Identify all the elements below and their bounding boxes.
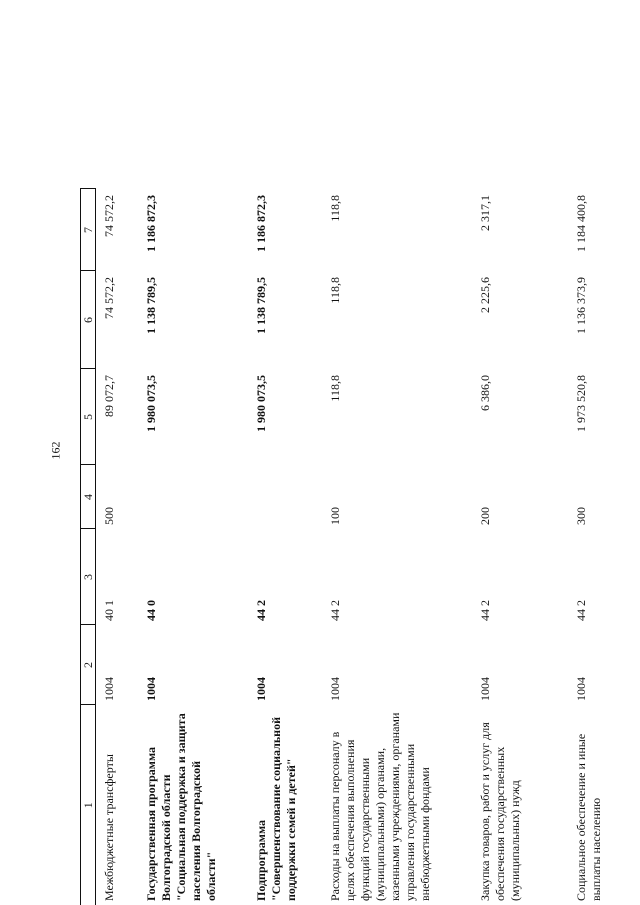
page-number: 162 [48,441,63,460]
amount-col6: 2 225,6 [477,277,492,313]
table-row [138,189,248,905]
budget-table [80,189,618,905]
amount-col6: 118,8 [327,277,342,304]
table-row [96,189,138,905]
section-code: 1004 [253,677,268,701]
program-code: 44 2 [327,600,342,621]
column-number-header [81,189,96,905]
table-row [322,189,472,905]
section-code: 1004 [327,677,342,701]
expense-type-code [138,465,248,529]
row-name: Государственная программа Волгоградской области "Социальная поддержка и защита населения Волгоградской области" [143,713,218,901]
amount-col5: 118,8 [327,375,342,402]
section-code: 1004 [477,677,492,701]
row-name: Расходы на выплаты персоналу в целях обеспечения выполнения функций государственными (муниципальными) органами, казенными учреждениями, органами управления государственными внебюджетными фондами [327,712,432,901]
amount-col6: 1 138 789,5 [143,277,158,334]
amount-col7: 1 186 872,3 [253,195,268,252]
row-name: Социальное обеспечение и иные выплаты населению [573,733,603,901]
expense-type-code: 200 [477,507,492,525]
amount-col6: 74 572,2 [102,277,116,319]
column-header-3: 3 [81,529,96,625]
row-name: Закупка товаров, работ и услуг для обеспечения государственных (муниципальных) нужд [477,722,522,901]
section-code: 1004 [143,677,158,701]
column-header-1: 1 [81,705,96,905]
expense-type-code: 500 [102,507,116,525]
program-code: 44 0 [143,600,158,621]
section-code: 1004 [573,677,588,701]
amount-col5: 1 973 520,8 [573,375,588,432]
program-code: 40 1 [102,600,116,621]
section-code: 1004 [102,677,116,701]
expense-type-code: 300 [573,507,588,525]
program-code: 44 2 [253,600,268,621]
expense-type-code [248,465,322,529]
row-name: Межбюджетные трансферты [102,754,116,901]
amount-col5: 6 386,0 [477,375,492,411]
amount-col6: 1 138 789,5 [253,277,268,334]
column-header-7: 7 [81,189,96,271]
amount-col5: 89 072,7 [102,375,116,417]
amount-col5: 1 980 073,5 [253,375,268,432]
table-row [568,189,618,905]
row-name: Подпрограмма "Совершенствование социальной поддержки семей и детей" [253,716,298,901]
amount-col7: 1 186 872,3 [143,195,158,252]
program-code: 44 2 [477,600,492,621]
expense-type-code: 100 [327,507,342,525]
amount-col7: 118,8 [327,195,342,222]
amount-col7: 2 317,1 [477,195,492,231]
amount-col6: 1 136 373,9 [573,277,588,334]
program-code: 44 2 [573,600,588,621]
amount-col5: 1 980 073,5 [143,375,158,432]
column-header-5: 5 [81,369,96,465]
column-header-4: 4 [81,465,96,529]
table-row [248,189,322,905]
column-header-2: 2 [81,625,96,705]
column-header-6: 6 [81,271,96,369]
amount-col7: 74 572,2 [102,195,116,237]
amount-col7: 1 184 400,8 [573,195,588,252]
table-row [472,189,568,905]
